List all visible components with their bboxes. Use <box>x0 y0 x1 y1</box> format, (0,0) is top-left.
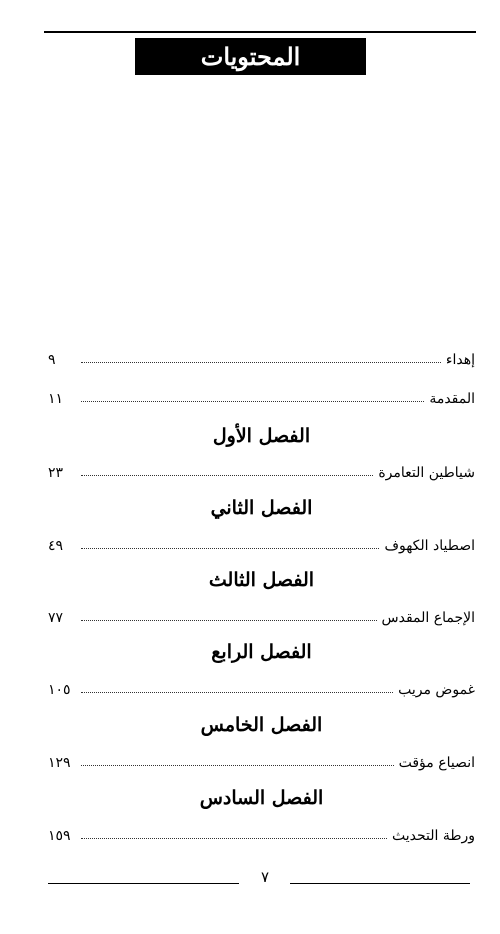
dot-leader <box>81 401 424 402</box>
top-rule <box>44 31 476 33</box>
dot-leader <box>81 765 394 766</box>
dot-leader <box>81 838 387 839</box>
toc-entry-label: ورطة التحديث <box>391 828 475 844</box>
toc-entry-page: ٩ <box>48 352 56 368</box>
toc-entry-chapter-3[interactable] <box>48 604 475 626</box>
toc-entry-label: الإجماع المقدس <box>381 610 475 626</box>
toc-entry-introduction[interactable] <box>48 385 475 407</box>
footer-rule-left <box>48 883 239 884</box>
dot-leader <box>81 548 379 549</box>
toc-entry-chapter-1[interactable] <box>48 459 475 481</box>
toc-entry-page: ١٥٩ <box>48 828 71 844</box>
dot-leader <box>81 692 393 693</box>
dot-leader <box>81 620 377 621</box>
chapter-heading-6: الفصل السادس <box>199 787 324 809</box>
toc-entry-label: انصياع مؤقت <box>398 755 475 771</box>
footer-rule-right <box>290 883 470 884</box>
chapter-heading-3: الفصل الثالث <box>208 569 315 591</box>
dot-leader <box>81 475 373 476</box>
toc-entry-chapter-2[interactable] <box>48 532 475 554</box>
page-title: المحتويات <box>135 38 366 75</box>
toc-entry-chapter-6[interactable] <box>48 822 475 844</box>
toc-entry-page: ١٠٥ <box>48 682 71 698</box>
toc-entry-page: ٢٣ <box>48 465 64 481</box>
toc-entry-label: غموض مريب <box>398 682 475 698</box>
toc-entry-label: شياطين التعامرة <box>378 465 475 481</box>
toc-entry-page: ٤٩ <box>48 538 64 554</box>
chapter-heading-1: الفصل الأول <box>212 425 311 447</box>
chapter-heading-5: الفصل الخامس <box>200 714 323 736</box>
toc-entry-label: اصطياد الكهوف <box>384 538 475 554</box>
toc-entry-chapter-4[interactable] <box>48 676 475 698</box>
dot-leader <box>81 362 441 363</box>
toc-entry-page: ١٢٩ <box>48 755 71 771</box>
chapter-heading-2: الفصل الثاني <box>210 497 313 519</box>
toc-entry-label: إهداء <box>445 352 475 368</box>
toc-entry-page: ٧٧ <box>48 610 64 626</box>
page-number: ٧ <box>260 868 270 886</box>
toc-entry-chapter-5[interactable] <box>48 749 475 771</box>
chapter-heading-4: الفصل الرابع <box>211 641 312 663</box>
toc-entry-label: المقدمة <box>429 391 475 407</box>
toc-entry-page: ١١ <box>48 391 64 407</box>
toc-entry-dedication[interactable] <box>48 346 475 368</box>
